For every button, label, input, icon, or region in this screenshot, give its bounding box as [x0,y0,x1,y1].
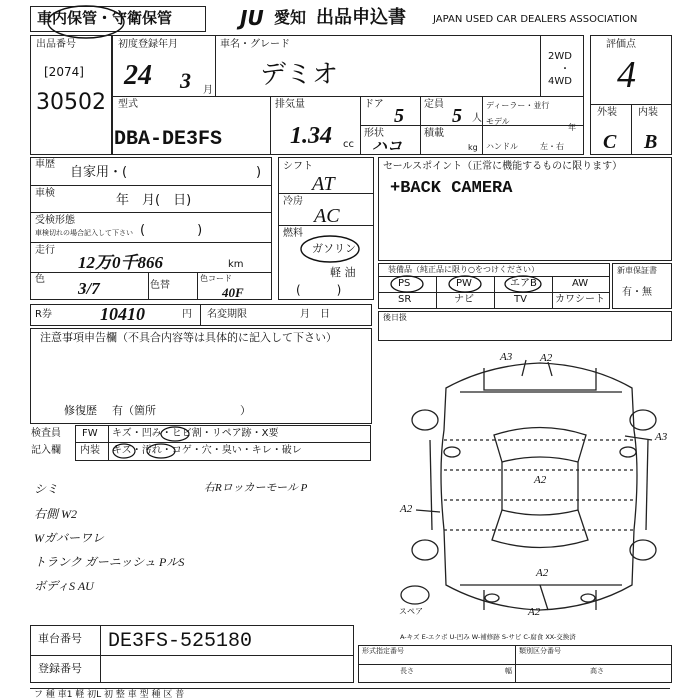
equip-aw: AW [572,278,589,289]
repair-close: ） [240,404,251,417]
form-paren: ( ) [140,223,203,238]
handle-label: ハンドル [486,142,518,151]
footer-text: フ 種 車1 軽 初L 初 整 車 型 種 区 普 [34,690,185,700]
fuel-paren: ( ) [296,283,342,297]
equip-pw: PW [456,278,472,289]
rating-score: 4 [617,54,636,96]
inspector-fw-items: キズ・凹み・ヒビ割・リペア跡・X要 [112,428,279,439]
capacity-value: 5 [452,105,462,127]
ju-logo: JU [240,6,264,30]
inspection-label: 車検 [35,188,55,199]
mileage-label: 走行 [35,245,55,256]
shape-value: ハコ [372,139,403,155]
exterior-label: 外装 [597,107,617,118]
color-code-label: 色コード [200,274,232,283]
class-label: 類別区分番号 [519,647,561,655]
displacement-unit: cc [343,139,354,150]
length-label: 長さ [400,667,414,675]
notes-label: 注意事項申告欄（不具合内容等は具体的に記入して下さい） [40,331,337,344]
repair-label: 修復歴 [64,404,97,417]
recycle-label: R券 [35,309,52,320]
registration-month-unit: 月 [203,85,213,96]
load-unit: kg [468,143,478,152]
doors-value: 5 [394,105,404,127]
org-name: 愛知 [274,8,307,27]
remark-line: 右Rロッカーモール P [204,482,308,494]
form-title: 出品申込書 [316,7,406,28]
type-value: DBA-DE3FS [114,128,223,151]
displacement-label: 排気量 [275,99,305,110]
aircon-value: AC [314,205,340,227]
equipment-label: 装備品（純正品に限り○をつけください） [388,265,539,274]
capacity-unit: 人 [472,113,482,124]
transfer-format: 月 日 [300,309,330,320]
inspector-label-2: 記入欄 [31,445,61,456]
spec-label: 形式指定番号 [362,647,404,655]
drive-2wd: 2WD [548,51,572,62]
equip-airbag: エアB [510,278,537,289]
history-label: 車歴 [35,159,55,170]
height-label: 高さ [590,667,604,675]
dealer-model-year: 年 [568,123,576,132]
damage-legend: A-キズ E-エクボ U-凹み W-補修跡 S-サビ C-腐食 XX-交換済 [400,633,576,641]
doors-label: ドア [364,99,384,110]
registration-label: 初度登録年月 [118,39,178,50]
capacity-label: 定員 [424,99,444,110]
rating-label: 評価点 [606,39,636,50]
mileage-unit: km [228,259,244,270]
org-english: JAPAN USED CAR DEALERS ASSOCIATION [433,14,638,25]
dealer-model-label: モデル [486,117,510,126]
guarantee-options: 有・無 [622,287,652,298]
form-label: 受検形態 [35,215,75,226]
remark-line: シミ [34,482,59,496]
spare-label: スペア [399,607,423,616]
lot-number: 30502 [36,90,106,115]
type-label: 型式 [118,99,138,110]
equip-ps: PS [398,278,411,289]
fuel-value: ガソリン [312,242,356,255]
equip-sr: SR [398,294,412,305]
width-label: 幅 [505,667,512,675]
inspection-format: 年 月( 日) [116,193,192,208]
recycle-unit: 円 [182,309,192,320]
color-change-label: 色替 [150,280,170,291]
mileage-value: 12万0千866 [78,253,163,272]
color-label: 色 [35,274,45,285]
equip-navi: ナビ [454,294,474,305]
dealer-label: ディーラー・並行 [486,101,550,110]
chassis-label: 車台番号 [38,632,82,645]
remark-line: Wガバーワレ [34,531,104,545]
recycle-value: 10410 [100,304,145,324]
damage-mark: A2 [528,606,541,618]
interior-label: 内装 [638,107,658,118]
transfer-label: 名変期限 [207,309,247,320]
aircon-label: 冷房 [283,196,303,207]
remark-line: 右側 W2 [34,507,77,521]
handle-options: 左・右 [540,142,564,151]
repair-value: 有（箇所 [112,404,156,417]
rear-label: 後日扱 [383,313,407,322]
damage-mark: A2 [400,503,413,515]
inspector-interior-label: 内装 [80,445,100,456]
remark-line: ボディS AU [34,579,94,593]
inspector-interior-items: キズ・汚れ・コゲ・穴・臭い・キレ・破レ [112,445,302,456]
shape-label: 形状 [364,128,384,139]
load-label: 積載 [424,128,444,139]
remark-line: トランク ガーニッシュ PルS [34,555,185,569]
equip-leather-seat: カワシート [555,294,605,305]
damage-mark: A2 [534,474,547,486]
equip-tv: TV [514,294,527,305]
form-note: 車検切れの場合記入して下さい [35,229,133,237]
displacement-value: 1.34 [290,123,332,149]
registration-year: 24 [124,60,152,91]
exterior-grade: C [603,131,617,153]
lot-small-number: [2074] [44,65,84,79]
registration-month: 3 [180,68,191,93]
inspector-fw-label: FW [82,428,98,439]
color-value: 3/7 [78,279,100,298]
drive-4wd: 4WD [548,76,572,87]
interior-grade: B [644,131,658,153]
damage-mark: A2 [540,352,553,364]
fuel-label: 燃料 [283,228,303,239]
chassis-value: DE3FS-525180 [108,630,253,653]
fuel-diesel: 軽 油 [330,266,356,279]
car-name-label: 車名・グレード [220,39,290,50]
selling-points-value: +BACK CAMERA [390,179,513,198]
damage-mark: A3 [655,431,668,443]
guarantee-label: 新車保証書 [617,266,657,275]
storage-title: 車内保管・守衛保管 [37,9,173,27]
color-code-value: 40F [222,285,244,300]
damage-mark: A2 [536,567,549,579]
lot-label: 出品番号 [36,39,76,50]
damage-mark: A3 [500,351,513,363]
car-name-value: デミオ [260,60,339,90]
shift-value: AT [312,173,335,195]
shift-label: シフト [283,161,313,172]
selling-points-label: セールスポイント（正常に機能するものに限ります） [383,161,623,172]
inspector-label-1: 検査員 [31,428,61,439]
history-close: ) [256,165,262,180]
reg-number-label: 登録番号 [38,662,82,675]
history-value: 自家用・( [70,165,128,180]
drive-dot: ・ [560,64,570,75]
